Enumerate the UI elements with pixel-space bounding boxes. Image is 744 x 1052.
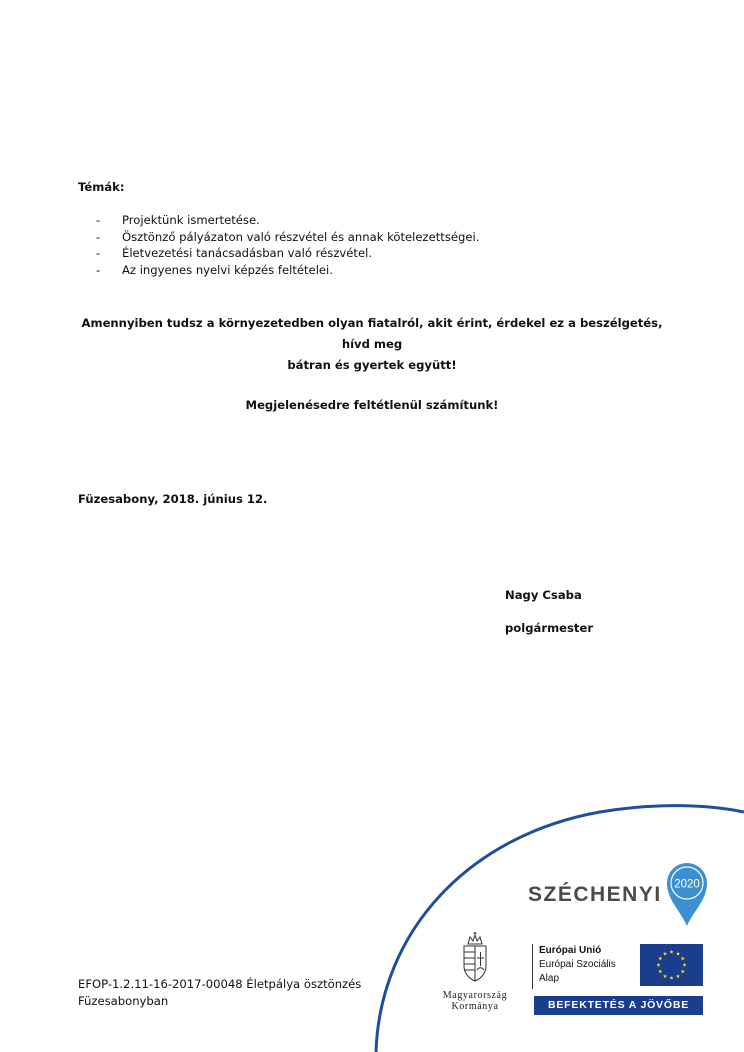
expectation-text: Megjelenésedre feltétlenül számítunk! <box>245 398 499 412</box>
place-date-line: Füzesabony, 2018. június 12. <box>78 492 268 506</box>
topic-list <box>96 212 479 278</box>
list-item-text: Projektünk ismertetése. <box>122 213 260 227</box>
list-item <box>96 212 479 229</box>
project-location-line: Füzesabonyban <box>78 994 169 1008</box>
signatory-title: polgármester <box>505 621 594 635</box>
szechenyi-year: 2020 <box>673 878 700 891</box>
government-name-line: Magyarország <box>442 990 508 1001</box>
logo-divider <box>532 944 533 989</box>
list-bullet: - <box>96 229 101 244</box>
list-item-text: Életvezetési tanácsadásban való részvétel. <box>122 246 373 260</box>
eu-fund-label: Európai Szociális <box>539 959 616 970</box>
invitation-line: Amennyiben tudsz a környezetedben olyan fiatalról, akit érint, érdekel ez a beszélgetés, hívd meg <box>81 316 663 351</box>
list-item <box>96 262 479 279</box>
szechenyi-wordmark: SZÉCHENYI <box>528 883 662 906</box>
list-item <box>96 229 479 246</box>
list-bullet: - <box>96 262 101 277</box>
eu-slogan-banner: BEFEKTETÉS A JÖVŐBE <box>534 996 703 1015</box>
szechenyi-2020-logo <box>528 862 708 928</box>
project-footer <box>78 976 361 1010</box>
location-pin-icon <box>666 862 708 928</box>
government-name <box>430 990 520 1012</box>
list-item <box>96 245 479 262</box>
eu-flag-icon <box>640 944 703 986</box>
invitation-paragraph <box>78 313 666 376</box>
list-bullet: - <box>96 213 101 227</box>
coat-of-arms-icon <box>460 932 490 984</box>
invitation-line: bátran és gyertek együtt! <box>287 358 457 372</box>
eu-fund-label: Alap <box>539 973 560 984</box>
list-bullet: - <box>96 246 101 260</box>
government-name-line: Kormánya <box>451 1001 499 1012</box>
list-item-text: Az ingyenes nyelvi képzés feltételei. <box>122 262 333 277</box>
government-logo <box>430 932 520 1012</box>
project-code-line: EFOP-1.2.11-16-2017-00048 Életpálya ösztönzés <box>78 977 362 991</box>
topics-heading: Témák: <box>78 180 125 194</box>
signatory-name: Nagy Csaba <box>505 588 582 602</box>
list-item-text: Ösztönző pályázaton való részvétel és annak kötelezettségei. <box>122 229 480 244</box>
eu-fund-text <box>539 944 616 986</box>
eu-union-label: Európai Unió <box>539 945 602 956</box>
